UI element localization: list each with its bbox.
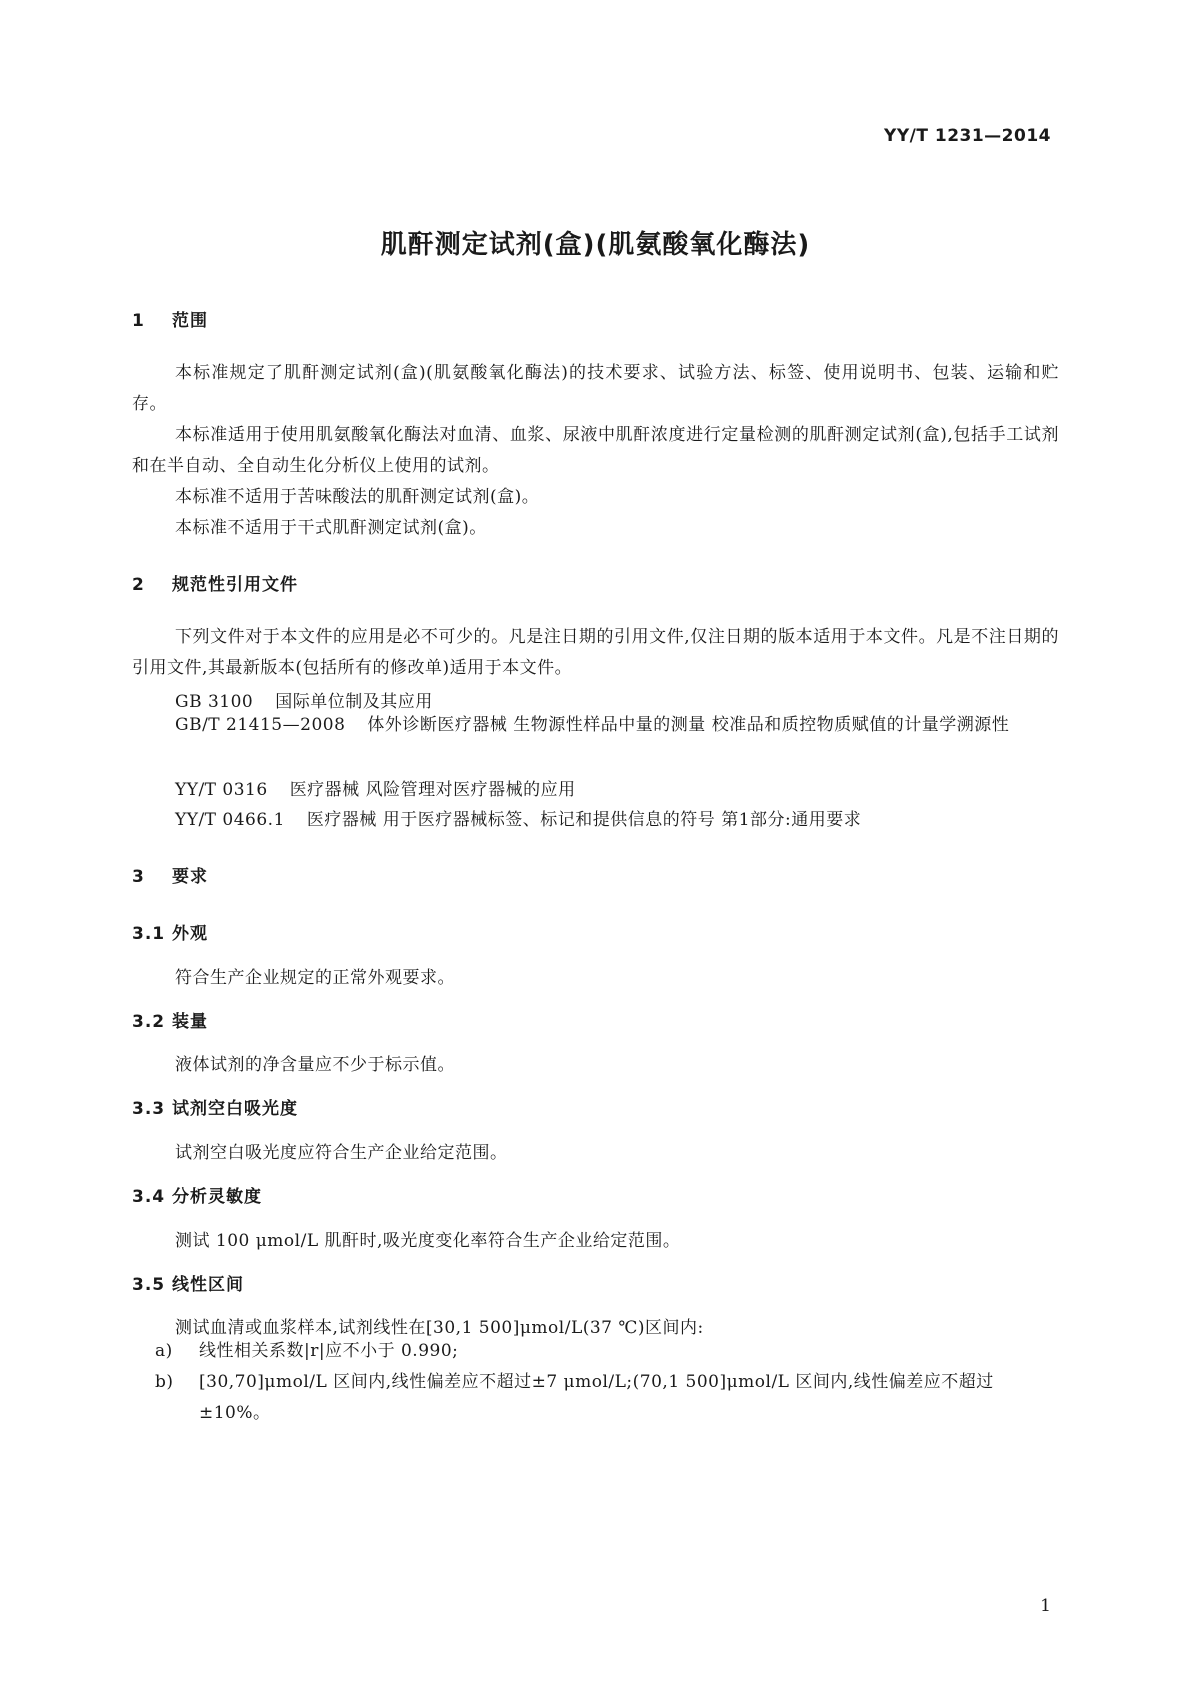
subsection-text: 测试血清或血浆样本,试剂线性在[30,1 500]μmol/L(37 ℃)区间内: xyxy=(175,1318,704,1338)
reference-code: YY/T 0466.1 xyxy=(175,810,285,830)
list-item-text: [30,70]μmol/L 区间内,线性偏差应不超过±7 μmol/L;(70,1 500]μmol/L 区间内,线性偏差应不超过±10%。 xyxy=(199,1372,994,1423)
subsection-title: 线性区间 xyxy=(172,1275,244,1295)
standard-code: YY/T 1231—2014 xyxy=(884,126,1051,146)
reference-item xyxy=(175,775,576,800)
subsection-text: 液体试剂的净含量应不少于标示值。 xyxy=(175,1055,455,1075)
subsection-title: 外观 xyxy=(172,924,208,944)
section-2-heading xyxy=(132,570,298,595)
reference-title: 医疗器械 风险管理对医疗器械的应用 xyxy=(289,780,576,800)
subsection-3-3-heading xyxy=(132,1094,298,1119)
list-item-text: 线性相关系数|r|应不小于 0.990; xyxy=(199,1341,459,1361)
reference-item xyxy=(175,687,433,712)
section-title: 要求 xyxy=(172,867,208,887)
section-title: 规范性引用文件 xyxy=(172,575,298,595)
subsection-number: 3.3 xyxy=(132,1099,166,1119)
subsection-number: 3.1 xyxy=(132,924,166,944)
list-item-label: b) xyxy=(155,1372,174,1392)
subsection-3-4-heading xyxy=(132,1182,262,1207)
section-title: 范围 xyxy=(172,311,208,331)
reference-code: YY/T 0316 xyxy=(175,780,268,800)
reference-title: 医疗器械 用于医疗器械标签、标记和提供信息的符号 第1部分:通用要求 xyxy=(306,810,862,830)
section-number: 2 xyxy=(132,575,145,595)
list-item xyxy=(155,1367,1059,1429)
subsection-number: 3.2 xyxy=(132,1012,166,1032)
scope-paragraph-1: 本标准规定了肌酐测定试剂(盒)(肌氨酸氧化酶法)的技术要求、试验方法、标签、使用说明书、包装、运输和贮存。 xyxy=(132,363,1059,414)
reference-title: 国际单位制及其应用 xyxy=(275,692,433,712)
subsection-title: 装量 xyxy=(172,1012,208,1032)
subsection-3-5-heading xyxy=(132,1270,244,1295)
subsection-text: 符合生产企业规定的正常外观要求。 xyxy=(175,968,455,988)
section-1-heading xyxy=(132,306,208,331)
page-number: 1 xyxy=(1040,1596,1051,1616)
reference-code: GB 3100 xyxy=(175,692,254,712)
list-item-label: a) xyxy=(155,1341,173,1361)
section-3-heading xyxy=(132,862,208,887)
list-item xyxy=(155,1336,1059,1367)
reference-code: GB/T 21415—2008 xyxy=(175,715,346,735)
scope-paragraph-3: 本标准不适用于苦味酸法的肌酐测定试剂(盒)。 xyxy=(175,487,540,507)
reference-item xyxy=(175,805,861,830)
references-intro: 下列文件对于本文件的应用是必不可少的。凡是注日期的引用文件,仅注日期的版本适用于本文件。凡是不注日期的引用文件,其最新版本(包括所有的修改单)适用于本文件。 xyxy=(132,627,1059,678)
reference-item xyxy=(132,710,1059,741)
subsection-3-1-heading xyxy=(132,919,208,944)
reference-title: 体外诊断医疗器械 生物源性样品中量的测量 校准品和质控物质赋值的计量学溯源性 xyxy=(367,715,1010,735)
section-number: 1 xyxy=(132,311,145,331)
document-title: 肌酐测定试剂(盒)(肌氨酸氧化酶法) xyxy=(380,230,811,260)
subsection-number: 3.4 xyxy=(132,1187,166,1207)
subsection-title: 分析灵敏度 xyxy=(172,1187,262,1207)
scope-paragraph-2: 本标准适用于使用肌氨酸氧化酶法对血清、血浆、尿液中肌酐浓度进行定量检测的肌酐测定试剂(盒),包括手工试剂和在半自动、全自动生化分析仪上使用的试剂。 xyxy=(132,425,1059,476)
subsection-text: 试剂空白吸光度应符合生产企业给定范围。 xyxy=(175,1143,508,1163)
section-number: 3 xyxy=(132,867,145,887)
subsection-number: 3.5 xyxy=(132,1275,166,1295)
subsection-title: 试剂空白吸光度 xyxy=(172,1099,298,1119)
subsection-3-2-heading xyxy=(132,1007,208,1032)
scope-paragraph-4: 本标准不适用于干式肌酐测定试剂(盒)。 xyxy=(175,518,487,538)
subsection-text: 测试 100 μmol/L 肌酐时,吸光度变化率符合生产企业给定范围。 xyxy=(175,1231,681,1251)
